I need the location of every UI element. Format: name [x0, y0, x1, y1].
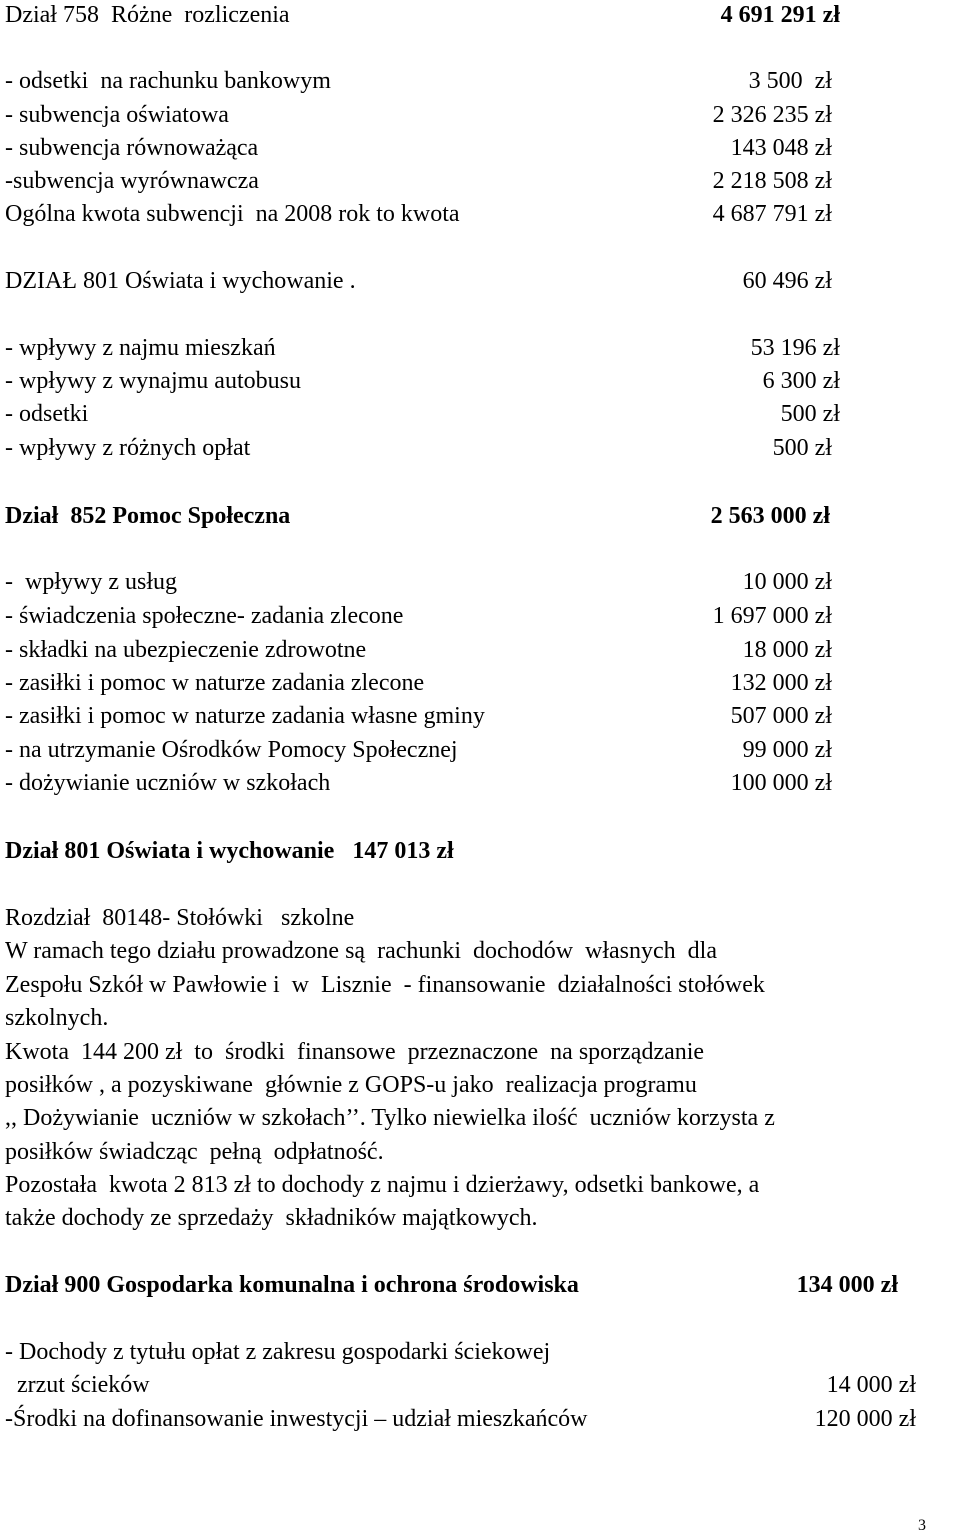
list-item-amount: 6 300 zł [762, 368, 840, 394]
list-item-amount: 100 000 zł [730, 770, 832, 796]
paragraph-line: Zespołu Szkół w Pawłowie i w Lisznie - finansowanie działalności stołówek [5, 972, 765, 998]
paragraph-line: także dochody ze sprzedaży składników majątkowych. [5, 1205, 538, 1231]
section-852-total: 2 563 000 zł [710, 503, 830, 529]
paragraph-line: Rozdział 80148- Stołówki szkolne [5, 905, 355, 931]
paragraph-line: posiłków świadcząc pełną odpłatność. [5, 1139, 384, 1165]
section-758-total: 4 691 291 zł [720, 2, 840, 28]
paragraph-line: ,, Dożywianie uczniów w szkołach’’. Tylko niewielka ilość uczniów korzysta z [5, 1105, 775, 1131]
list-item-label: - wpływy z najmu mieszkań [5, 335, 276, 361]
list-item-label: zrzut ścieków [5, 1372, 150, 1398]
list-item-amount: 500 zł [772, 435, 832, 461]
section-801-paragraph-title: Dział 801 Oświata i wychowanie 147 013 zł [5, 838, 454, 864]
list-item-amount: 500 zł [780, 401, 840, 427]
list-item-label: - wpływy z usług [5, 569, 177, 595]
list-item-label: - na utrzymanie Ośrodków Pomocy Społecznej [5, 737, 458, 763]
list-item-label: - odsetki na rachunku bankowym [5, 68, 331, 94]
subsidy-total-label: Ogólna kwota subwencji na 2008 rok to kwota [5, 201, 460, 227]
list-item-amount: 10 000 zł [742, 569, 832, 595]
list-item-amount: 53 196 zł [750, 335, 840, 361]
list-item-label: - wpływy z różnych opłat [5, 435, 251, 461]
section-900-total: 134 000 zł [796, 1272, 898, 1298]
list-item-label: - subwencja równoważąca [5, 135, 259, 161]
list-item-label: - dożywianie uczniów w szkołach [5, 770, 331, 796]
paragraph-line: W ramach tego działu prowadzone są rachunki dochodów własnych dla [5, 938, 717, 964]
section-852-title: Dział 852 Pomoc Społeczna [5, 503, 291, 529]
section-801-title: DZIAŁ 801 Oświata i wychowanie . [5, 268, 356, 294]
list-item-amount: 99 000 zł [742, 737, 832, 763]
list-item-amount: 2 218 508 zł [712, 168, 832, 194]
paragraph-line: Kwota 144 200 zł to środki finansowe przeznaczone na sporządzanie [5, 1039, 705, 1065]
list-item-amount: 1 697 000 zł [712, 603, 832, 629]
section-758-title: Dział 758 Różne rozliczenia [5, 2, 290, 28]
list-item-amount: 18 000 zł [742, 637, 832, 663]
list-item-label: - Dochody z tytułu opłat z zakresu gospodarki ściekowej [5, 1339, 551, 1365]
list-item-label: - składki na ubezpieczenie zdrowotne [5, 637, 367, 663]
list-item-label: -Środki na dofinansowanie inwestycji – udział mieszkańców [5, 1406, 588, 1432]
paragraph-line: szkolnych. [5, 1005, 109, 1031]
list-item-label: - świadczenia społeczne- zadania zlecone [5, 603, 404, 629]
list-item-amount: 2 326 235 zł [712, 102, 832, 128]
paragraph-line: Pozostała kwota 2 813 zł to dochody z najmu i dzierżawy, odsetki bankowe, a [5, 1172, 760, 1198]
list-item-amount: 132 000 zł [730, 670, 832, 696]
list-item-amount: 14 000 zł [826, 1372, 916, 1398]
list-item-amount: 143 048 zł [730, 135, 832, 161]
section-801-total: 60 496 zł [742, 268, 832, 294]
list-item-amount: 3 500 zł [748, 68, 832, 94]
list-item-label: -subwencja wyrównawcza [5, 168, 259, 194]
list-item-label: - wpływy z wynajmu autobusu [5, 368, 301, 394]
subsidy-total-amount: 4 687 791 zł [712, 201, 832, 227]
section-900-title: Dział 900 Gospodarka komunalna i ochrona środowiska [5, 1272, 579, 1298]
list-item-label: - zasiłki i pomoc w naturze zadania zlecone [5, 670, 425, 696]
list-item-amount: 507 000 zł [730, 703, 832, 729]
list-item-label: - zasiłki i pomoc w naturze zadania własne gminy [5, 703, 485, 729]
list-item-label: - subwencja oświatowa [5, 102, 229, 128]
list-item-label: - odsetki [5, 401, 89, 427]
list-item-amount: 120 000 zł [814, 1406, 916, 1432]
page-number: 3 [918, 1517, 926, 1534]
paragraph-line: posiłków , a pozyskiwane głównie z GOPS-u jako realizacja programu [5, 1072, 697, 1098]
